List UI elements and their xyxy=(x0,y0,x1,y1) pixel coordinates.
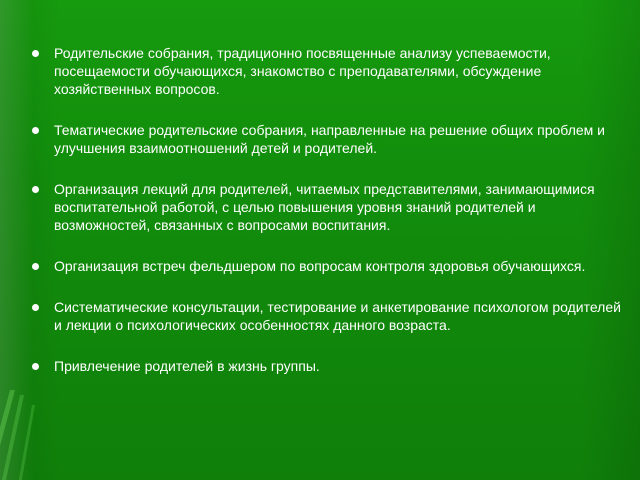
slide-content xyxy=(32,44,622,375)
bullet-item xyxy=(32,257,622,275)
bullet-icon xyxy=(32,363,39,370)
bullet-item xyxy=(32,298,622,334)
bullet-item xyxy=(32,44,622,98)
decorative-left-gradient xyxy=(0,0,34,480)
decorative-light-streak xyxy=(0,395,24,480)
bullet-list xyxy=(32,44,622,375)
bullet-icon xyxy=(32,127,39,134)
decorative-light-streak xyxy=(15,405,35,480)
bullet-text: Привлечение родителей в жизнь группы. xyxy=(54,358,320,374)
bullet-icon xyxy=(32,263,39,270)
bullet-icon xyxy=(32,304,39,311)
bullet-text: Организация встреч фельдшером по вопросам контроля здоровья обучающихся. xyxy=(54,258,586,274)
bullet-icon xyxy=(32,186,39,193)
bullet-item xyxy=(32,357,622,375)
bullet-icon xyxy=(32,50,39,57)
bullet-item xyxy=(32,180,622,234)
bullet-text: Систематические консультации, тестирование и анкетирование психологом родителей и лекции о психологических особенностях данного возраста. xyxy=(54,299,621,333)
bullet-text: Тематические родительские собрания, направленные на решение общих проблем и улучшения взаимоотношений детей и родителей. xyxy=(54,122,605,156)
decorative-light-streak xyxy=(0,390,15,480)
bullet-text: Родительские собрания, традиционно посвященные анализу успеваемости, посещаемости обучающихся, знакомство с преподавателями, обсуждение хозяйственных вопросов. xyxy=(54,45,551,97)
bullet-item xyxy=(32,121,622,157)
bullet-text: Организация лекций для родителей, читаемых представителями, занимающимися воспитательной работой, с целью повышения уровня знаний родителей и возможностей, связанных с вопросами воспитания. xyxy=(54,181,595,233)
